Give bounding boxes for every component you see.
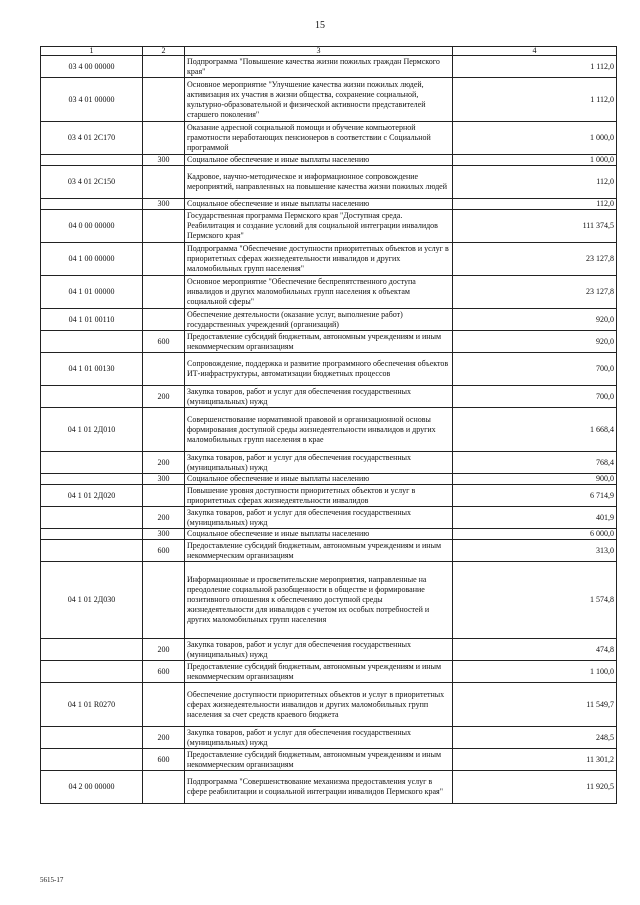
- row-code: 04 0 00 00000: [41, 210, 143, 243]
- table-row: [41, 771, 617, 804]
- row-amount: 700,0: [453, 386, 617, 408]
- row-name: Закупка товаров, работ и услуг для обеспечения государственных (муниципальных) нужд: [185, 386, 453, 408]
- row-name: Повышение уровня доступности приоритетных объектов и услуг в приоритетных сферах жизнедеятельности инвалидов: [185, 485, 453, 507]
- row-code: [41, 540, 143, 562]
- row-code: [41, 474, 143, 485]
- row-expense-type: 200: [143, 727, 185, 749]
- table-row: [41, 529, 617, 540]
- row-amount: 1 668,4: [453, 408, 617, 452]
- row-expense-type: 300: [143, 155, 185, 166]
- row-expense-type: [143, 771, 185, 804]
- row-expense-type: [143, 353, 185, 386]
- row-code: 03 4 01 2С150: [41, 166, 143, 199]
- row-name: Закупка товаров, работ и услуг для обеспечения государственных (муниципальных) нужд: [185, 452, 453, 474]
- table-row: [41, 749, 617, 771]
- row-expense-type: 200: [143, 452, 185, 474]
- row-expense-type: 600: [143, 661, 185, 683]
- row-amount: 11 920,5: [453, 771, 617, 804]
- row-amount: 1 112,0: [453, 78, 617, 122]
- row-code: [41, 199, 143, 210]
- row-expense-type: [143, 78, 185, 122]
- row-expense-type: 600: [143, 540, 185, 562]
- row-code: [41, 386, 143, 408]
- row-code: [41, 507, 143, 529]
- row-name: Подпрограмма "Обеспечение доступности приоритетных объектов и услуг в приоритетных сферах жизнедеятельности инвалидов и других маломобильных групп населения": [185, 243, 453, 276]
- row-name: Предоставление субсидий бюджетным, автономным учреждениям и иным некоммерческим организациям: [185, 749, 453, 771]
- table-row: [41, 331, 617, 353]
- page-number: 15: [315, 20, 325, 31]
- row-code: 04 1 01 00000: [41, 276, 143, 309]
- table-row: [41, 210, 617, 243]
- row-amount: 6 000,0: [453, 529, 617, 540]
- row-name: Социальное обеспечение и иные выплаты населению: [185, 155, 453, 166]
- row-expense-type: 300: [143, 474, 185, 485]
- row-amount: 1 000,0: [453, 122, 617, 155]
- row-amount: 920,0: [453, 309, 617, 331]
- table-row: [41, 155, 617, 166]
- table-row: [41, 386, 617, 408]
- table-row: [41, 243, 617, 276]
- row-code: 03 4 01 2С170: [41, 122, 143, 155]
- row-amount: 11 549,7: [453, 683, 617, 727]
- row-amount: 111 374,5: [453, 210, 617, 243]
- row-expense-type: [143, 276, 185, 309]
- table-row: [41, 309, 617, 331]
- row-name: Основное мероприятие "Улучшение качества жизни пожилых людей, активизация их участия в жизни общества, сохранение социальной, культурно-образовательной и физической активности представителей старшего поколения": [185, 78, 453, 122]
- row-name: Оказание адресной социальной помощи и обучение компьютерной грамотности неработающих пенсионеров в соответствии с Социальной программой: [185, 122, 453, 155]
- row-code: 04 1 01 2Д020: [41, 485, 143, 507]
- row-code: 04 2 00 00000: [41, 771, 143, 804]
- row-name: Основное мероприятие "Обеспечение беспрепятственного доступа инвалидов и других маломобильных групп населения к объектам социальной сферы": [185, 276, 453, 309]
- row-name: Обеспечение деятельности (оказание услуг, выполнение работ) государственных учреждений (организаций): [185, 309, 453, 331]
- row-name: Закупка товаров, работ и услуг для обеспечения государственных (муниципальных) нужд: [185, 639, 453, 661]
- row-amount: 11 301,2: [453, 749, 617, 771]
- table-row: [41, 199, 617, 210]
- row-name: Предоставление субсидий бюджетным, автономным учреждениям и иным некоммерческим организациям: [185, 661, 453, 683]
- row-code: 04 1 01 R0270: [41, 683, 143, 727]
- row-amount: 112,0: [453, 199, 617, 210]
- row-expense-type: [143, 243, 185, 276]
- table-header-row: [41, 47, 617, 56]
- table-row: [41, 408, 617, 452]
- row-name: Государственная программа Пермского края "Доступная среда. Реабилитация и создание условий для социальной интеграции инвалидов Пермского края": [185, 210, 453, 243]
- row-code: [41, 452, 143, 474]
- row-name: Подпрограмма "Совершенствование механизма предоставления услуг в сфере реабилитации и социальной интеграции инвалидов Пермского края": [185, 771, 453, 804]
- column-header-name: 3: [185, 47, 453, 56]
- row-expense-type: [143, 485, 185, 507]
- row-name: Предоставление субсидий бюджетным, автономным учреждениям и иным некоммерческим организациям: [185, 331, 453, 353]
- row-amount: 768,4: [453, 452, 617, 474]
- row-amount: 920,0: [453, 331, 617, 353]
- row-name: Закупка товаров, работ и услуг для обеспечения государственных (муниципальных) нужд: [185, 727, 453, 749]
- row-expense-type: [143, 408, 185, 452]
- row-name: Социальное обеспечение и иные выплаты населению: [185, 529, 453, 540]
- row-name: Информационные и просветительские мероприятия, направленные на преодоление социальной разобщенности в обществе и формирование позитивного отношения к обеспечению доступной среды жизнедеятельности для инвалидов с учетом их особых потребностей и других маломобильных групп населения: [185, 562, 453, 639]
- budget-table: [40, 46, 617, 804]
- row-amount: 23 127,8: [453, 243, 617, 276]
- row-amount: 112,0: [453, 166, 617, 199]
- row-code: 04 1 01 00110: [41, 309, 143, 331]
- row-amount: 248,5: [453, 727, 617, 749]
- row-expense-type: [143, 122, 185, 155]
- table-row: [41, 474, 617, 485]
- row-amount: 1 100,0: [453, 661, 617, 683]
- table-row: [41, 562, 617, 639]
- row-name: Социальное обеспечение и иные выплаты населению: [185, 199, 453, 210]
- row-expense-type: 200: [143, 507, 185, 529]
- row-expense-type: 300: [143, 529, 185, 540]
- table-row: [41, 56, 617, 78]
- table-row: [41, 683, 617, 727]
- row-name: Кадровое, научно-методическое и информационное сопровождение мероприятий, направленных на повышение качества жизни пожилых людей: [185, 166, 453, 199]
- row-code: [41, 639, 143, 661]
- row-code: 03 4 00 00000: [41, 56, 143, 78]
- row-expense-type: 300: [143, 199, 185, 210]
- row-amount: 1 574,8: [453, 562, 617, 639]
- row-code: 04 1 01 2Д030: [41, 562, 143, 639]
- table-row: [41, 540, 617, 562]
- row-code: 04 1 01 00130: [41, 353, 143, 386]
- row-amount: 700,0: [453, 353, 617, 386]
- row-name: Совершенствование нормативной правовой и организационной основы формирования доступной среды жизнедеятельности инвалидов и других маломобильных групп населения в крае: [185, 408, 453, 452]
- table-row: [41, 507, 617, 529]
- row-code: [41, 529, 143, 540]
- row-code: [41, 727, 143, 749]
- row-code: 04 1 00 00000: [41, 243, 143, 276]
- row-expense-type: [143, 309, 185, 331]
- column-header-code: 1: [41, 47, 143, 56]
- table-row: [41, 276, 617, 309]
- table-row: [41, 639, 617, 661]
- table-row: [41, 166, 617, 199]
- row-amount: 6 714,9: [453, 485, 617, 507]
- row-code: [41, 661, 143, 683]
- row-name: Закупка товаров, работ и услуг для обеспечения государственных (муниципальных) нужд: [185, 507, 453, 529]
- row-expense-type: 600: [143, 749, 185, 771]
- row-name: Предоставление субсидий бюджетным, автономным учреждениям и иным некоммерческим организациям: [185, 540, 453, 562]
- row-expense-type: [143, 166, 185, 199]
- row-code: [41, 155, 143, 166]
- table-row: [41, 485, 617, 507]
- row-expense-type: [143, 562, 185, 639]
- table-row: [41, 727, 617, 749]
- row-code: [41, 331, 143, 353]
- row-expense-type: [143, 210, 185, 243]
- row-code: 03 4 01 00000: [41, 78, 143, 122]
- row-expense-type: 200: [143, 639, 185, 661]
- table-row: [41, 661, 617, 683]
- table-row: [41, 78, 617, 122]
- row-amount: 900,0: [453, 474, 617, 485]
- row-amount: 401,9: [453, 507, 617, 529]
- row-name: Сопровождение, поддержка и развитие программного обеспечения объектов ИТ-инфраструктуры, автоматизации бюджетных процессов: [185, 353, 453, 386]
- row-amount: 313,0: [453, 540, 617, 562]
- row-amount: 1 000,0: [453, 155, 617, 166]
- row-expense-type: [143, 683, 185, 727]
- row-name: Социальное обеспечение и иные выплаты населению: [185, 474, 453, 485]
- row-name: Обеспечение доступности приоритетных объектов и услуг в приоритетных сферах жизнедеятельности инвалидов и других маломобильных групп населения за счет средств краевого бюджета: [185, 683, 453, 727]
- row-amount: 474,8: [453, 639, 617, 661]
- table-row: [41, 452, 617, 474]
- row-expense-type: 200: [143, 386, 185, 408]
- row-amount: 23 127,8: [453, 276, 617, 309]
- column-header-type: 2: [143, 47, 185, 56]
- row-amount: 1 112,0: [453, 56, 617, 78]
- table-row: [41, 353, 617, 386]
- row-expense-type: [143, 56, 185, 78]
- document-code: 5615-17: [40, 876, 64, 884]
- column-header-amount: 4: [453, 47, 617, 56]
- table-row: [41, 122, 617, 155]
- row-name: Подпрограмма "Повышение качества жизни пожилых граждан Пермского края": [185, 56, 453, 78]
- row-code: 04 1 01 2Д010: [41, 408, 143, 452]
- row-expense-type: 600: [143, 331, 185, 353]
- row-code: [41, 749, 143, 771]
